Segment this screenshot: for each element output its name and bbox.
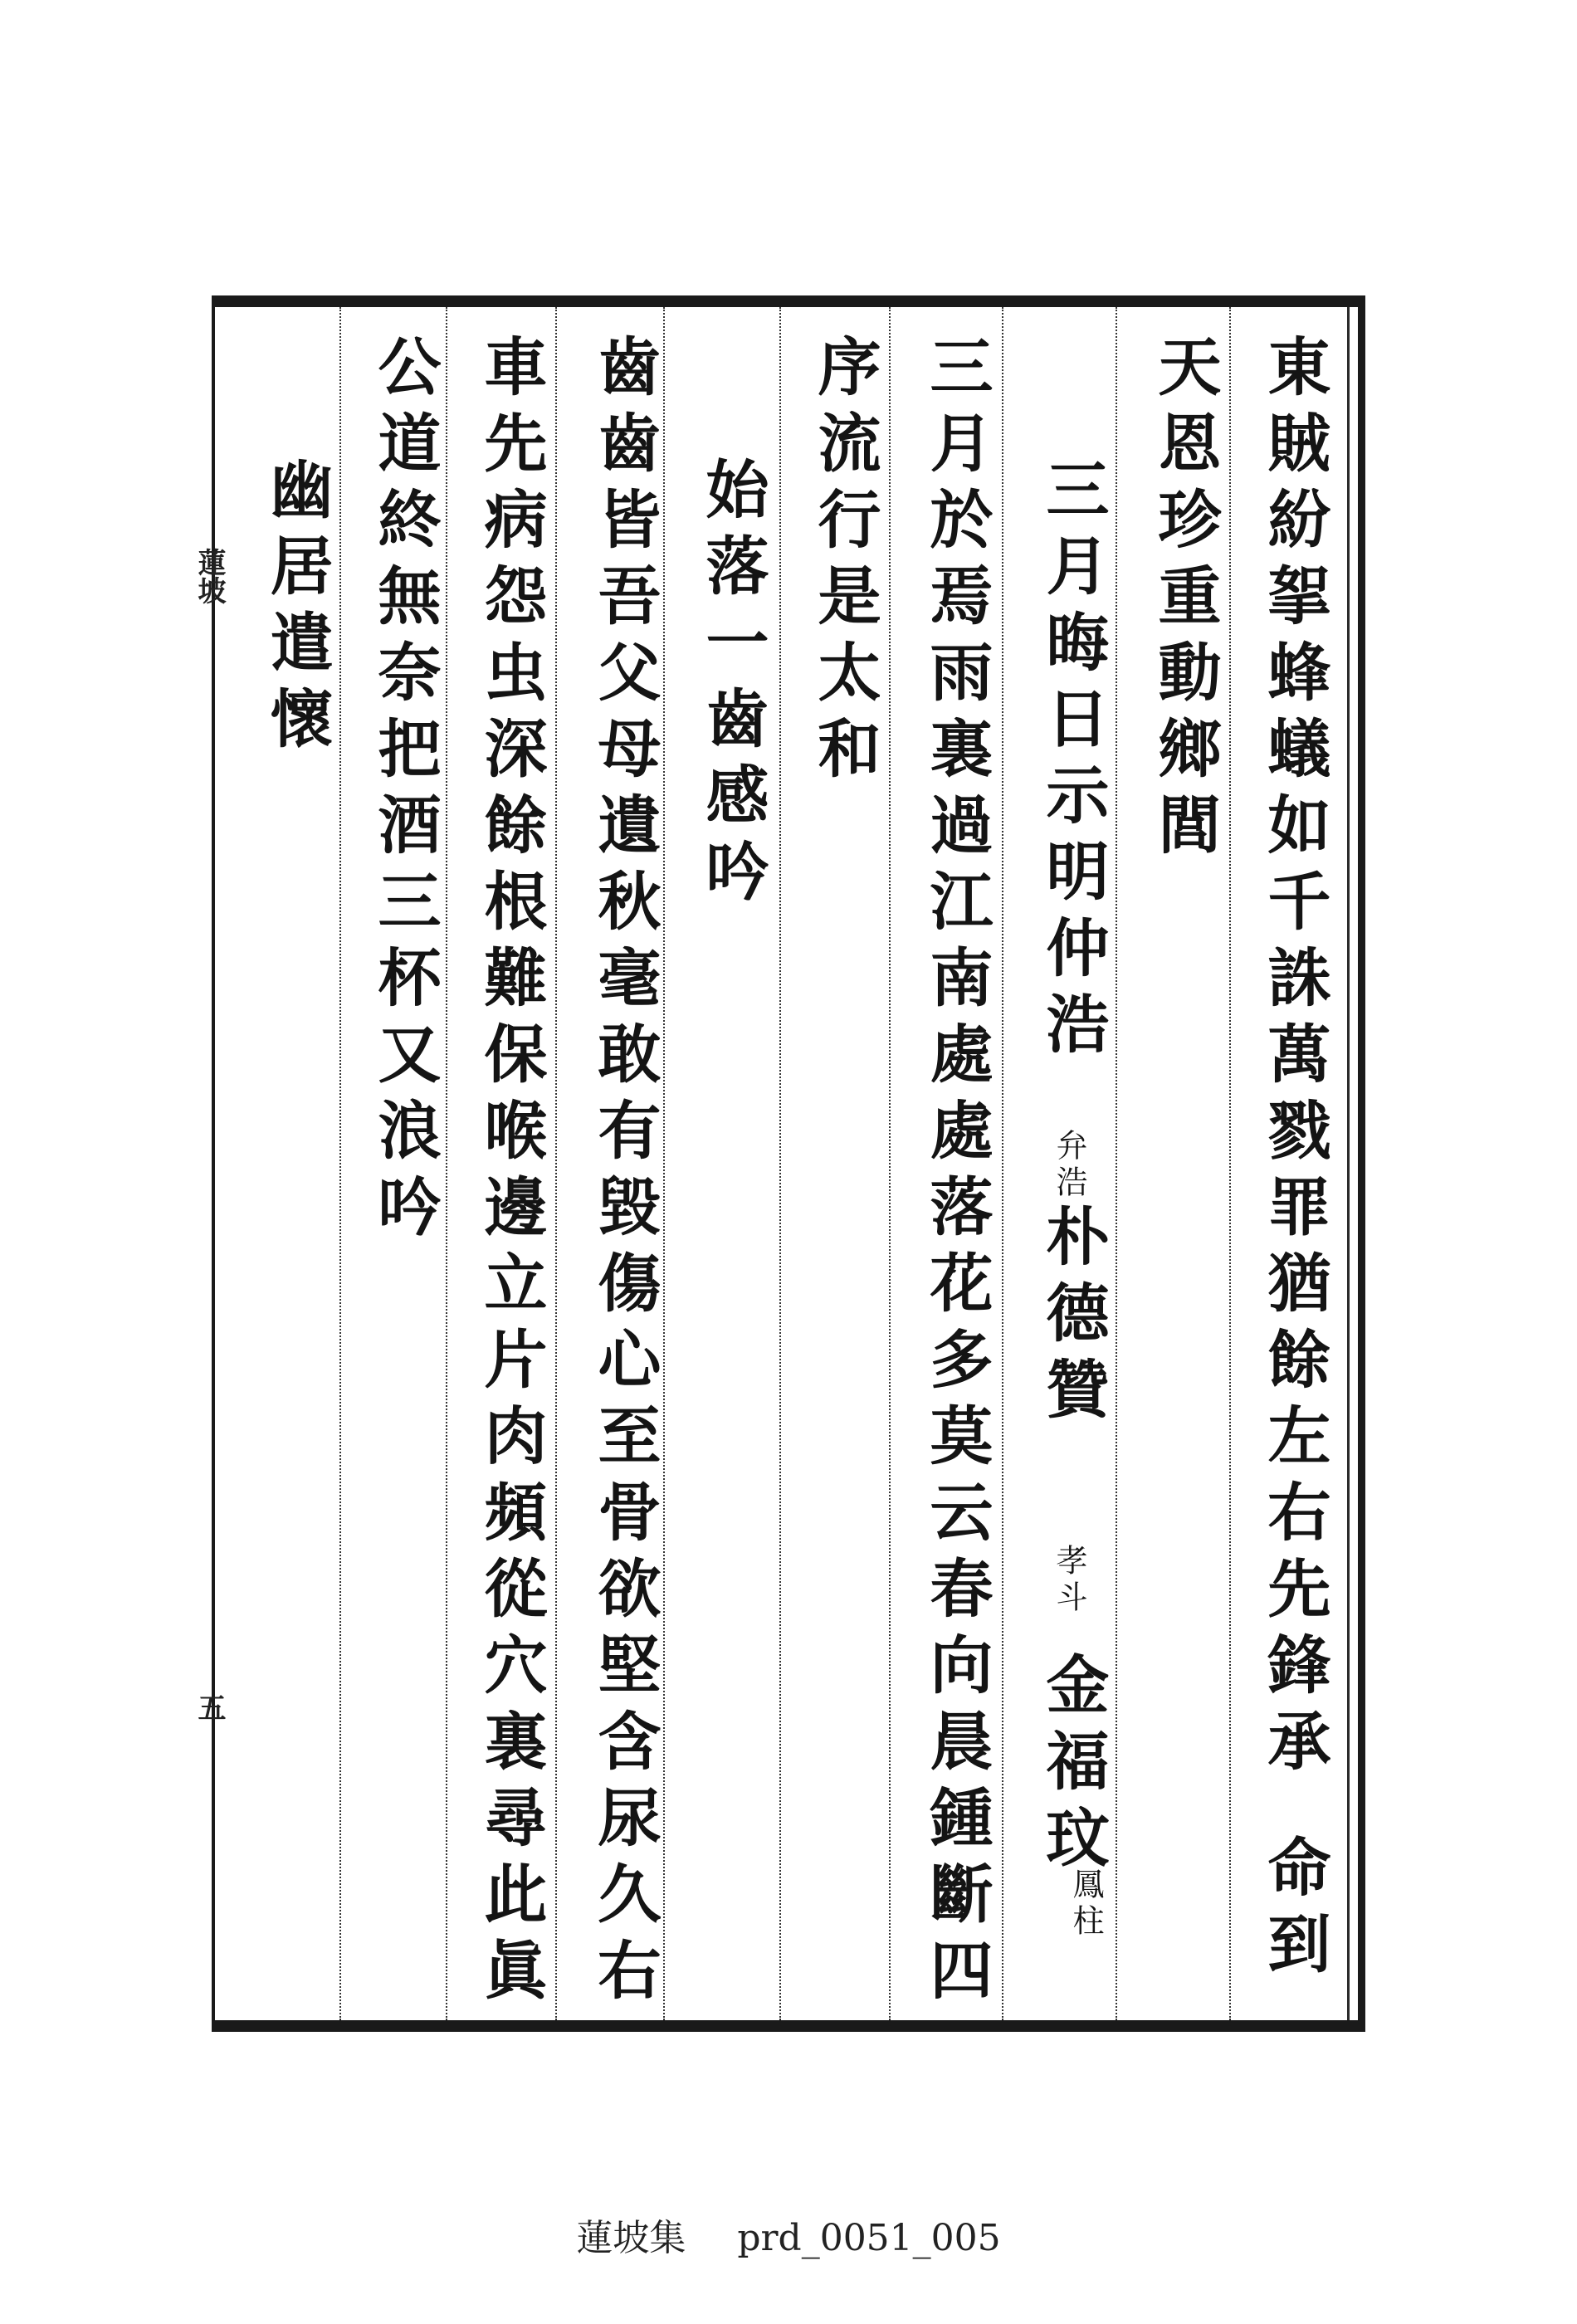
text-column-1 [1257, 334, 1331, 1987]
page-frame [212, 295, 1365, 2032]
annotation-text: 鳳柱 [1067, 1868, 1104, 1941]
column-rule [1229, 307, 1231, 2020]
column-rule [1002, 307, 1003, 2020]
poem-title: 始落一齒感吟 [696, 456, 769, 915]
name-2 [1036, 1652, 1110, 1881]
name-annotation [1053, 1129, 1085, 1202]
frame-inner-rule [1347, 307, 1350, 2020]
column-rule [446, 307, 447, 2020]
column-text: 東賊紛挐蜂蟻如千誅萬戮罪猶餘左右先鋒承 [1257, 334, 1331, 1784]
book-title: 蓮坡集 [576, 2217, 686, 2259]
text-column-5 [808, 334, 881, 792]
page-id: prd_0051_005 [737, 2217, 1001, 2259]
person-name: 朴德贊 [1036, 1204, 1110, 1433]
poem-title: 三月晦日示明仲浩 [1036, 456, 1110, 1067]
crease-mark-bottom [189, 1693, 230, 1721]
text-column-6 [696, 456, 769, 915]
person-name: 金福玟 [1036, 1652, 1110, 1881]
text-column-8 [474, 334, 548, 2014]
text-column-2 [1148, 334, 1222, 868]
text-column-4 [920, 334, 994, 2014]
text-column-10 [260, 456, 334, 762]
text-column-3 [1036, 456, 1110, 1067]
column-rule [1116, 307, 1117, 2020]
crease-mark-top [189, 548, 230, 604]
crease-text: 蓮坡 [193, 548, 226, 604]
column-text: 序流行是太和 [808, 334, 881, 792]
annotation-text: 孝斗 [1051, 1544, 1087, 1617]
column-rule [555, 307, 557, 2020]
column-rule [339, 307, 341, 2020]
name-1 [1036, 1204, 1110, 1433]
name-annotation [1067, 1868, 1104, 1941]
column-rule [889, 307, 891, 2020]
column-rule [663, 307, 665, 2020]
column-text: 公道終無奈把酒三杯又浪吟 [368, 334, 442, 1250]
poem-title: 幽居遣懷 [260, 456, 334, 762]
column-tail: 命到 [1257, 1834, 1331, 1987]
column-text: 天恩珍重動鄉閭 [1148, 334, 1222, 868]
text-column-9 [368, 334, 442, 1250]
column-text: 車先病怨虫深餘根難保喉邊立片肉頻從穴裏尋此眞 [474, 334, 548, 2014]
column-text: 三月於焉雨裏過江南處處落花多莫云春向晨鍾斷四 [920, 334, 994, 2014]
text-column-7 [588, 334, 662, 2014]
page-caption [0, 2208, 1577, 2261]
column-text: 齒齒皆吾父母遺秋毫敢有毀傷心至骨欲堅含尿久右 [588, 334, 662, 2014]
annotation-text: 弁浩 [1051, 1129, 1087, 1202]
name-annotation [1053, 1544, 1085, 1617]
crease-text: 五 [193, 1693, 226, 1721]
column-rule [779, 307, 781, 2020]
